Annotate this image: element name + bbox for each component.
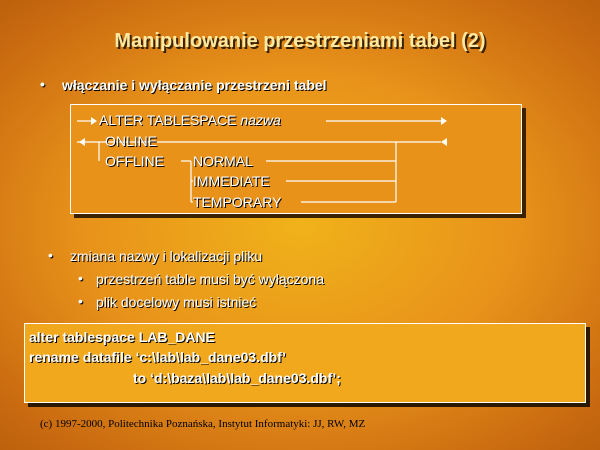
bullet-enable-disable — [40, 76, 327, 93]
bullet-text: zmiana nazwy i lokalizacji pliku — [70, 248, 263, 264]
bullet-text: przestrzeń table musi być wyłączona — [96, 271, 324, 287]
code-line-2: rename datafile ‘c:\lab\lab_dane03.dbf’ — [29, 349, 287, 365]
code-line-3: to ‘d:\baza\lab\lab_dane03.dbf’; — [133, 370, 341, 386]
footer-copyright: (c) 1997-2000, Politechnika Poznańska, Instytut Informatyki: JJ, RW, MZ — [40, 418, 366, 430]
bullet-dot: • — [78, 293, 83, 309]
syntax-immediate: IMMEDIATE — [193, 173, 270, 189]
sub-bullet-target-file — [78, 293, 257, 310]
page-title: Manipulowanie przestrzeniami tabel (2) — [114, 30, 486, 52]
syntax-offline: OFFLINE — [105, 153, 165, 169]
syntax-online: ONLINE — [105, 133, 158, 149]
alter-name: nazwa — [240, 112, 281, 128]
sub-bullet-offline — [78, 270, 324, 287]
bullet-text: plik docelowy musi istnieć — [96, 294, 257, 310]
bullet-text: włączanie i wyłączanie przestrzeni tabel — [62, 77, 327, 93]
syntax-diagram — [70, 104, 522, 214]
bullet-dot: • — [40, 76, 45, 92]
bullet-dot: • — [78, 270, 83, 286]
syntax-alter — [99, 112, 281, 128]
syntax-normal: NORMAL — [193, 153, 253, 169]
alter-keyword: ALTER TABLESPACE — [99, 112, 237, 128]
bullet-rename — [48, 247, 263, 264]
syntax-temporary: TEMPORARY — [193, 194, 282, 210]
bullet-dot: • — [48, 247, 53, 263]
code-line-1: alter tablespace LAB_DANE — [29, 329, 215, 345]
code-example — [24, 323, 586, 403]
